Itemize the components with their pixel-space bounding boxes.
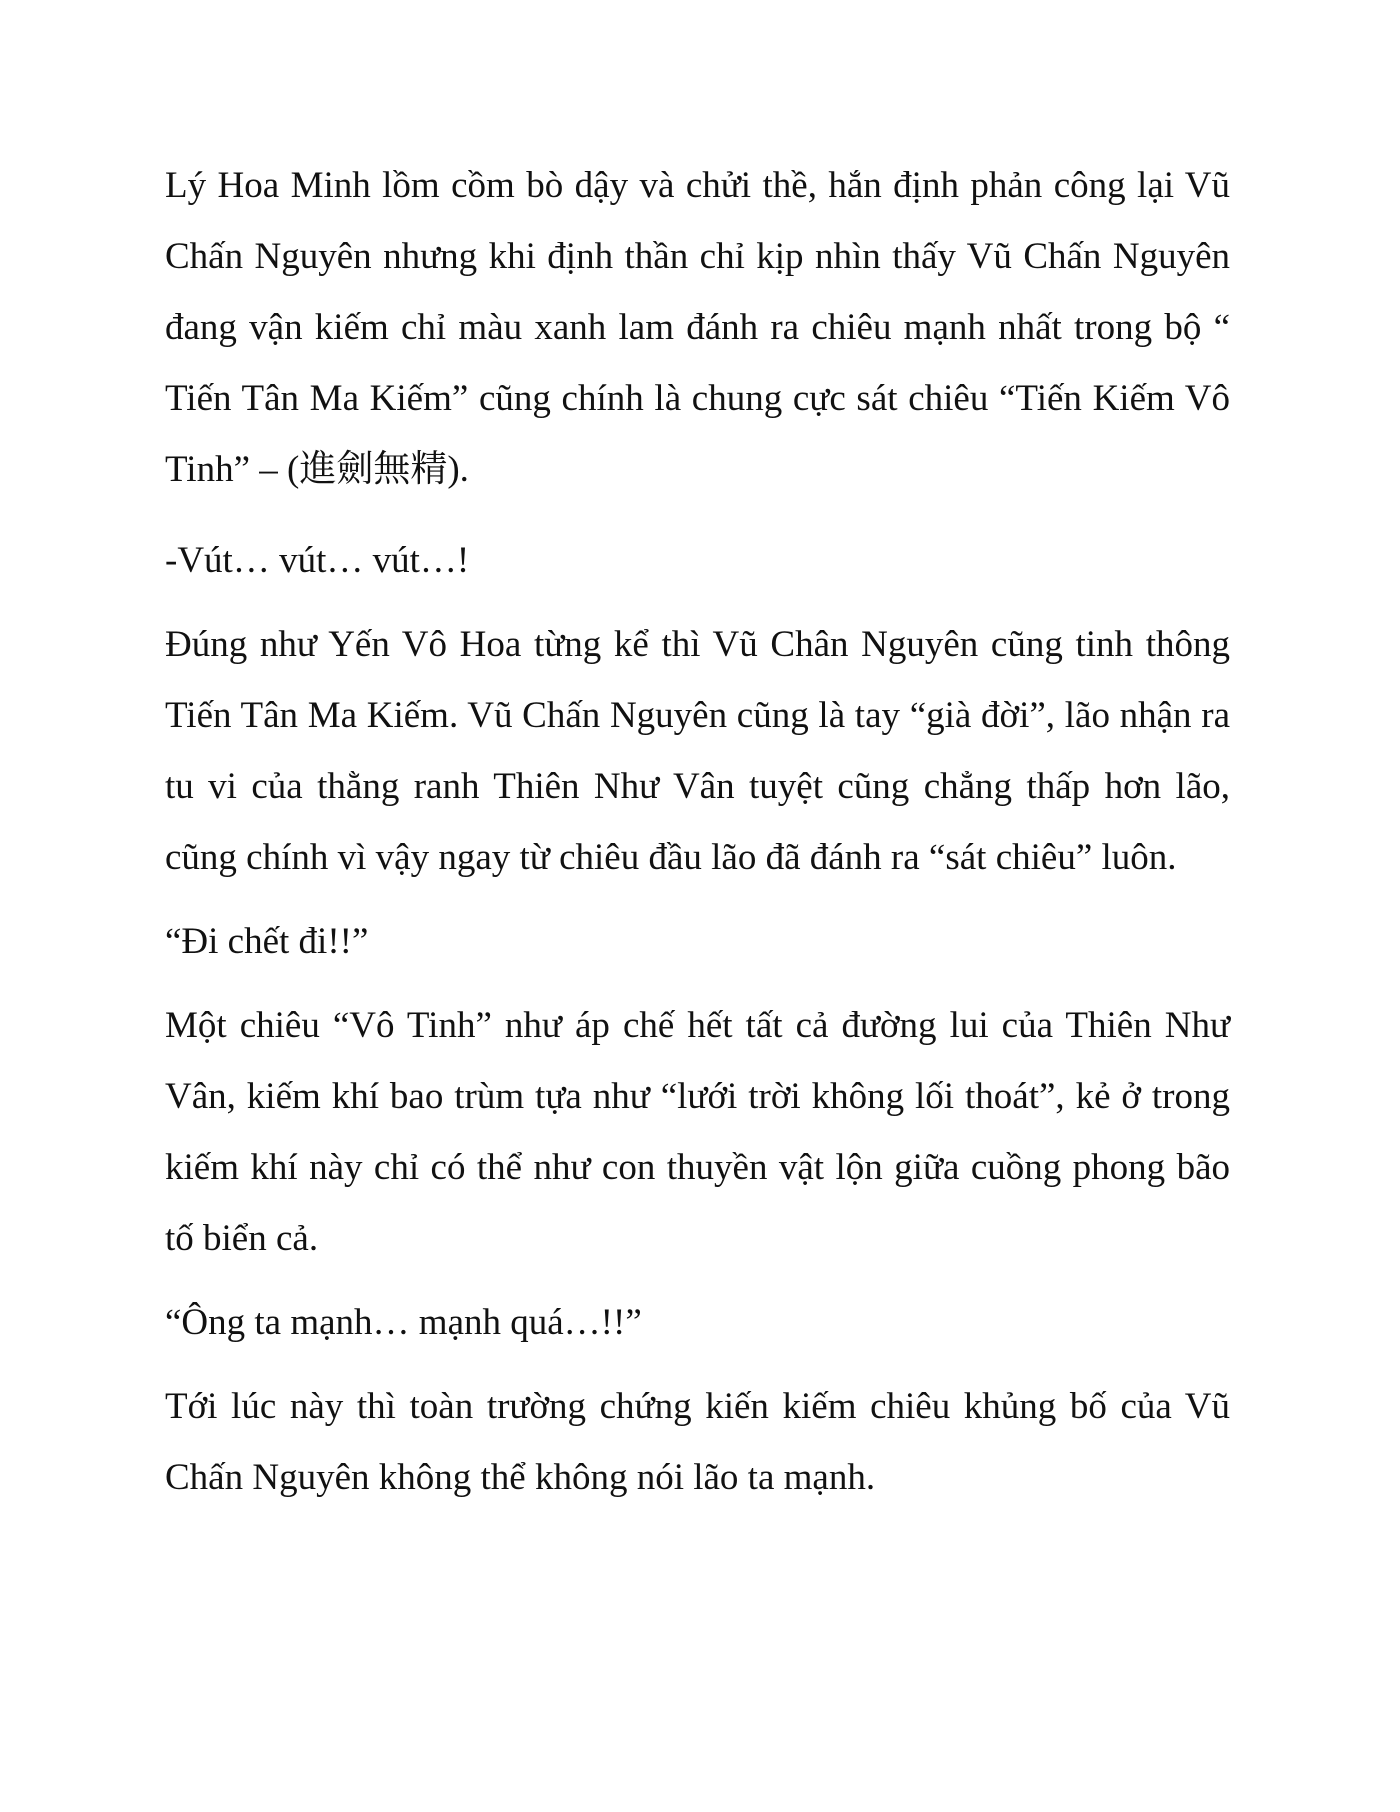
paragraph: Tới lúc này thì toàn trường chứng kiến kiếm chiêu khủng bố của Vũ Chấn Nguyên không thể không nói lão ta mạnh. (165, 1386, 1230, 1498)
paragraph: Một chiêu “Vô Tinh” như áp chế hết tất cả đường lui của Thiên Như Vân, kiếm khí bao trùm tựa như “lưới trời không lối thoát”, kẻ ở trong kiếm khí này chỉ có thể như con thuyền vật lộn giữa cuồng phong bão tố biển cả. (165, 1005, 1230, 1259)
paragraph: “Đi chết đi!!” (165, 921, 369, 962)
document-page (165, 150, 1230, 1513)
paragraph: -Vút… vút… vút…! (165, 540, 470, 581)
paragraph: Đúng như Yến Vô Hoa từng kể thì Vũ Chân Nguyên cũng tinh thông Tiến Tân Ma Kiếm. Vũ Chấn Nguyên cũng là tay “già đời”, lão nhận ra tu vi của thằng ranh Thiên Như Vân tuyệt cũng chẳng thấp hơn lão, cũng chính vì vậy ngay từ chiêu đầu lão đã đánh ra “sát chiêu” luôn. (165, 624, 1230, 878)
paragraph: Lý Hoa Minh lồm cồm bò dậy và chửi thề, hắn định phản công lại Vũ Chấn Nguyên nhưng khi định thần chỉ kịp nhìn thấy Vũ Chấn Nguyên đang vận kiếm chỉ màu xanh lam đánh ra chiêu mạnh nhất trong bộ “ Tiến Tân Ma Kiếm” cũng chính là chung cực sát chiêu “Tiến Kiếm Vô Tinh” – (進劍無精). (165, 165, 1230, 490)
paragraph: “Ông ta mạnh… mạnh quá…!!” (165, 1302, 642, 1343)
